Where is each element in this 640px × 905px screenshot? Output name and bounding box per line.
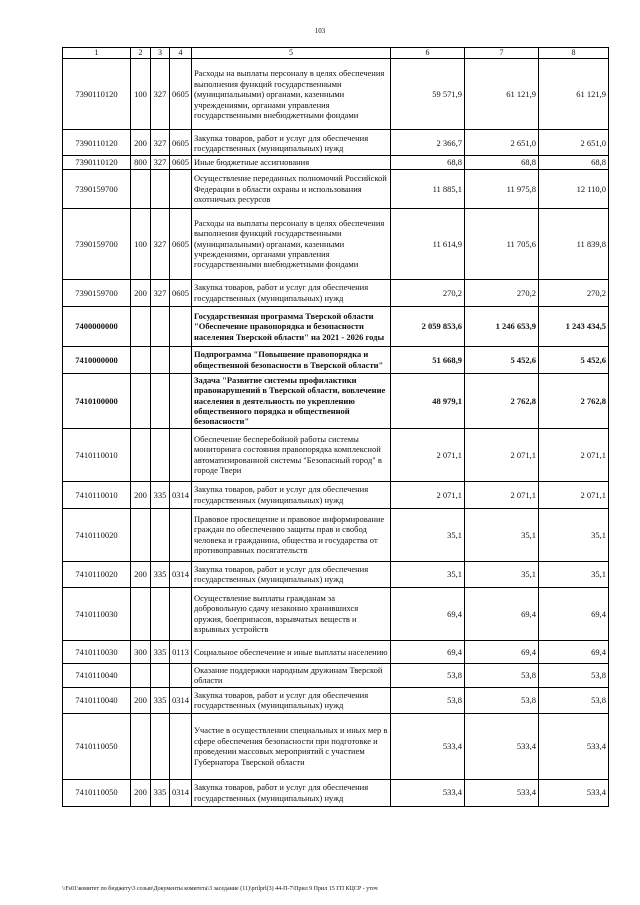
cell-code: 7410110030	[63, 640, 131, 663]
cell-code: 7390159700	[63, 279, 131, 306]
col-header: 8	[539, 48, 609, 59]
col-header: 2	[131, 48, 151, 59]
cell-rz	[170, 713, 192, 779]
cell-rz	[170, 346, 192, 373]
cell-rz: 0113	[170, 640, 192, 663]
cell-gr	[151, 306, 170, 346]
table-row	[63, 687, 609, 713]
cell-v2: 1 246 653,9	[465, 306, 539, 346]
table-row	[63, 306, 609, 346]
cell-v3: 11 839,8	[539, 208, 609, 279]
cell-v3: 533,4	[539, 779, 609, 806]
cell-v1: 533,4	[391, 779, 465, 806]
table-row	[63, 561, 609, 587]
cell-gr	[151, 373, 170, 428]
cell-vr: 200	[131, 279, 151, 306]
cell-v1: 53,8	[391, 687, 465, 713]
cell-gr: 327	[151, 59, 170, 130]
cell-vr: 200	[131, 561, 151, 587]
cell-v1: 53,8	[391, 663, 465, 687]
cell-v1: 59 571,9	[391, 59, 465, 130]
cell-gr	[151, 346, 170, 373]
cell-name: Закупка товаров, работ и услуг для обеспечения государственных (муниципальных) нужд	[192, 130, 391, 156]
cell-gr: 335	[151, 561, 170, 587]
cell-vr	[131, 346, 151, 373]
cell-v2: 68,8	[465, 156, 539, 169]
col-header: 1	[63, 48, 131, 59]
cell-rz: 0605	[170, 59, 192, 130]
cell-name: Расходы на выплаты персоналу в целях обеспечения выполнения функций государственными (муниципальными) органами, казенными учреждениями, органами управления государственными внебюджетными фондами	[192, 208, 391, 279]
cell-v3: 35,1	[539, 561, 609, 587]
table-row	[63, 587, 609, 640]
cell-code: 7410110020	[63, 508, 131, 561]
cell-gr: 327	[151, 279, 170, 306]
cell-v2: 533,4	[465, 713, 539, 779]
cell-v3: 53,8	[539, 663, 609, 687]
cell-v3: 1 243 434,5	[539, 306, 609, 346]
cell-name: Закупка товаров, работ и услуг для обеспечения государственных (муниципальных) нужд	[192, 279, 391, 306]
cell-v1: 533,4	[391, 713, 465, 779]
cell-code: 7410110010	[63, 428, 131, 481]
table-row	[63, 156, 609, 169]
col-header: 6	[391, 48, 465, 59]
cell-v3: 533,4	[539, 713, 609, 779]
cell-rz	[170, 169, 192, 208]
table-row	[63, 346, 609, 373]
cell-code: 7410110020	[63, 561, 131, 587]
cell-v1: 11 614,9	[391, 208, 465, 279]
cell-v2: 533,4	[465, 779, 539, 806]
cell-v2: 35,1	[465, 561, 539, 587]
table-row	[63, 640, 609, 663]
cell-gr	[151, 428, 170, 481]
cell-v2: 69,4	[465, 640, 539, 663]
cell-vr	[131, 508, 151, 561]
cell-v1: 2 071,1	[391, 481, 465, 508]
cell-v2: 61 121,9	[465, 59, 539, 130]
cell-v3: 12 110,0	[539, 169, 609, 208]
cell-vr: 800	[131, 156, 151, 169]
cell-name: Закупка товаров, работ и услуг для обеспечения государственных (муниципальных) нужд	[192, 481, 391, 508]
cell-rz	[170, 428, 192, 481]
cell-gr	[151, 169, 170, 208]
cell-name: Расходы на выплаты персоналу в целях обеспечения выполнения функций государственными (муниципальными) органами, казенными учреждениями, органами управления государственными внебюджетными фондами	[192, 59, 391, 130]
cell-gr: 335	[151, 640, 170, 663]
cell-vr	[131, 428, 151, 481]
table-row	[63, 779, 609, 806]
cell-v2: 11 975,8	[465, 169, 539, 208]
cell-code: 7390110120	[63, 156, 131, 169]
table-row	[63, 508, 609, 561]
cell-gr: 335	[151, 687, 170, 713]
cell-vr: 200	[131, 687, 151, 713]
cell-vr: 200	[131, 481, 151, 508]
cell-code: 7410000000	[63, 346, 131, 373]
cell-name: Осуществление переданных полномочий Российской Федерации в области охраны и использования охотничьих ресурсов	[192, 169, 391, 208]
table-row	[63, 663, 609, 687]
cell-v3: 2 071,1	[539, 428, 609, 481]
col-header: 4	[170, 48, 192, 59]
cell-v2: 35,1	[465, 508, 539, 561]
cell-v3: 270,2	[539, 279, 609, 306]
cell-name: Обеспечение бесперебойной работы системы мониторинга состояния правопорядка комплексной автоматизированной системы "Безопасный город" в городе Твери	[192, 428, 391, 481]
cell-v3: 69,4	[539, 640, 609, 663]
cell-v2: 2 071,1	[465, 481, 539, 508]
cell-v3: 35,1	[539, 508, 609, 561]
table-row	[63, 481, 609, 508]
cell-v3: 5 452,6	[539, 346, 609, 373]
table-row	[63, 373, 609, 428]
cell-v3: 68,8	[539, 156, 609, 169]
cell-gr: 327	[151, 130, 170, 156]
cell-v1: 2 071,1	[391, 428, 465, 481]
cell-gr	[151, 508, 170, 561]
cell-v3: 2 762,8	[539, 373, 609, 428]
cell-v2: 53,8	[465, 663, 539, 687]
cell-v1: 68,8	[391, 156, 465, 169]
cell-code: 7390159700	[63, 208, 131, 279]
cell-name: Подпрограмма "Повышение правопорядка и общественной безопасности в Тверской области"	[192, 346, 391, 373]
cell-name: Закупка товаров, работ и услуг для обеспечения государственных (муниципальных) нужд	[192, 561, 391, 587]
table-row	[63, 208, 609, 279]
cell-rz: 0314	[170, 687, 192, 713]
cell-v3: 69,4	[539, 587, 609, 640]
cell-rz: 0314	[170, 561, 192, 587]
cell-v2: 11 705,6	[465, 208, 539, 279]
cell-code: 7410110030	[63, 587, 131, 640]
cell-rz	[170, 663, 192, 687]
cell-rz: 0605	[170, 130, 192, 156]
cell-rz: 0314	[170, 481, 192, 508]
table-row	[63, 169, 609, 208]
cell-code: 7410100000	[63, 373, 131, 428]
table-row	[63, 130, 609, 156]
cell-vr: 200	[131, 130, 151, 156]
cell-v1: 51 668,9	[391, 346, 465, 373]
cell-v3: 2 651,0	[539, 130, 609, 156]
cell-v2: 270,2	[465, 279, 539, 306]
table-row	[63, 428, 609, 481]
table-row	[63, 279, 609, 306]
cell-gr: 327	[151, 156, 170, 169]
col-header: 5	[192, 48, 391, 59]
cell-v2: 2 651,0	[465, 130, 539, 156]
cell-name: Закупка товаров, работ и услуг для обеспечения государственных (муниципальных) нужд	[192, 687, 391, 713]
cell-v1: 270,2	[391, 279, 465, 306]
cell-vr	[131, 169, 151, 208]
cell-vr: 200	[131, 779, 151, 806]
cell-v1: 48 979,1	[391, 373, 465, 428]
table-row	[63, 59, 609, 130]
cell-v1: 69,4	[391, 640, 465, 663]
cell-code: 7410110040	[63, 663, 131, 687]
cell-rz	[170, 508, 192, 561]
cell-gr	[151, 587, 170, 640]
col-header: 3	[151, 48, 170, 59]
cell-name: Осуществление выплаты гражданам за добровольную сдачу незаконно хранившихся оружия, боеприпасов, взрывчатых веществ и взрывных устройств	[192, 587, 391, 640]
cell-vr	[131, 373, 151, 428]
cell-code: 7410110050	[63, 779, 131, 806]
cell-v2: 2 071,1	[465, 428, 539, 481]
cell-gr: 335	[151, 779, 170, 806]
cell-code: 7410110040	[63, 687, 131, 713]
cell-name: Иные бюджетные ассигнования	[192, 156, 391, 169]
cell-v2: 53,8	[465, 687, 539, 713]
cell-v2: 2 762,8	[465, 373, 539, 428]
cell-rz: 0314	[170, 779, 192, 806]
cell-code: 7390159700	[63, 169, 131, 208]
cell-vr	[131, 713, 151, 779]
cell-v2: 69,4	[465, 587, 539, 640]
cell-code: 7410110050	[63, 713, 131, 779]
footer-path: \\Fs01\комитет по бюджету\3 созыв\Документы комитета\3 заседание (11)\prilprl(3) 44-П-7\Прил 9 Прил 15 ГП КЦСР - уточ	[62, 886, 378, 892]
cell-vr	[131, 306, 151, 346]
cell-code: 7410110010	[63, 481, 131, 508]
cell-v1: 2 366,7	[391, 130, 465, 156]
cell-vr: 100	[131, 208, 151, 279]
cell-v2: 5 452,6	[465, 346, 539, 373]
budget-table	[62, 47, 609, 807]
cell-rz: 0605	[170, 156, 192, 169]
page-number: 103	[314, 27, 326, 35]
header-row	[63, 48, 609, 59]
table-row	[63, 713, 609, 779]
cell-name: Оказание поддержки народным дружинам Тверской области	[192, 663, 391, 687]
cell-rz	[170, 373, 192, 428]
cell-name: Государственная программа Тверской области "Обеспечение правопорядка и безопасности населения Тверской области" на 2021 - 2026 годы	[192, 306, 391, 346]
cell-code: 7390110120	[63, 59, 131, 130]
cell-v1: 35,1	[391, 508, 465, 561]
col-header: 7	[465, 48, 539, 59]
cell-gr: 335	[151, 481, 170, 508]
cell-v1: 2 059 853,6	[391, 306, 465, 346]
cell-name: Правовое просвещение и правовое информирование граждан по обеспечению защиты прав и свобод человека и гражданина, общества и государства от противоправных посягательств	[192, 508, 391, 561]
cell-v1: 69,4	[391, 587, 465, 640]
cell-v3: 53,8	[539, 687, 609, 713]
cell-name: Задача "Развитие системы профилактики правонарушений в Тверской области, вовлечение населения в деятельность по укреплению общественного порядка и общественной безопасности"	[192, 373, 391, 428]
cell-vr	[131, 587, 151, 640]
cell-gr	[151, 713, 170, 779]
cell-vr: 100	[131, 59, 151, 130]
cell-rz: 0605	[170, 208, 192, 279]
cell-v3: 61 121,9	[539, 59, 609, 130]
cell-v1: 35,1	[391, 561, 465, 587]
cell-rz: 0605	[170, 279, 192, 306]
cell-name: Участие в осуществлении специальных и иных мер в сфере обеспечения безопасности при подготовке и проведении массовых мероприятий с участием Губернатора Тверской области	[192, 713, 391, 779]
cell-vr: 300	[131, 640, 151, 663]
cell-rz	[170, 306, 192, 346]
cell-v3: 2 071,1	[539, 481, 609, 508]
cell-gr: 327	[151, 208, 170, 279]
cell-code: 7400000000	[63, 306, 131, 346]
cell-v1: 11 885,1	[391, 169, 465, 208]
cell-vr	[131, 663, 151, 687]
cell-code: 7390110120	[63, 130, 131, 156]
cell-gr	[151, 663, 170, 687]
cell-rz	[170, 587, 192, 640]
cell-name: Закупка товаров, работ и услуг для обеспечения государственных (муниципальных) нужд	[192, 779, 391, 806]
cell-name: Социальное обеспечение и иные выплаты населению	[192, 640, 391, 663]
